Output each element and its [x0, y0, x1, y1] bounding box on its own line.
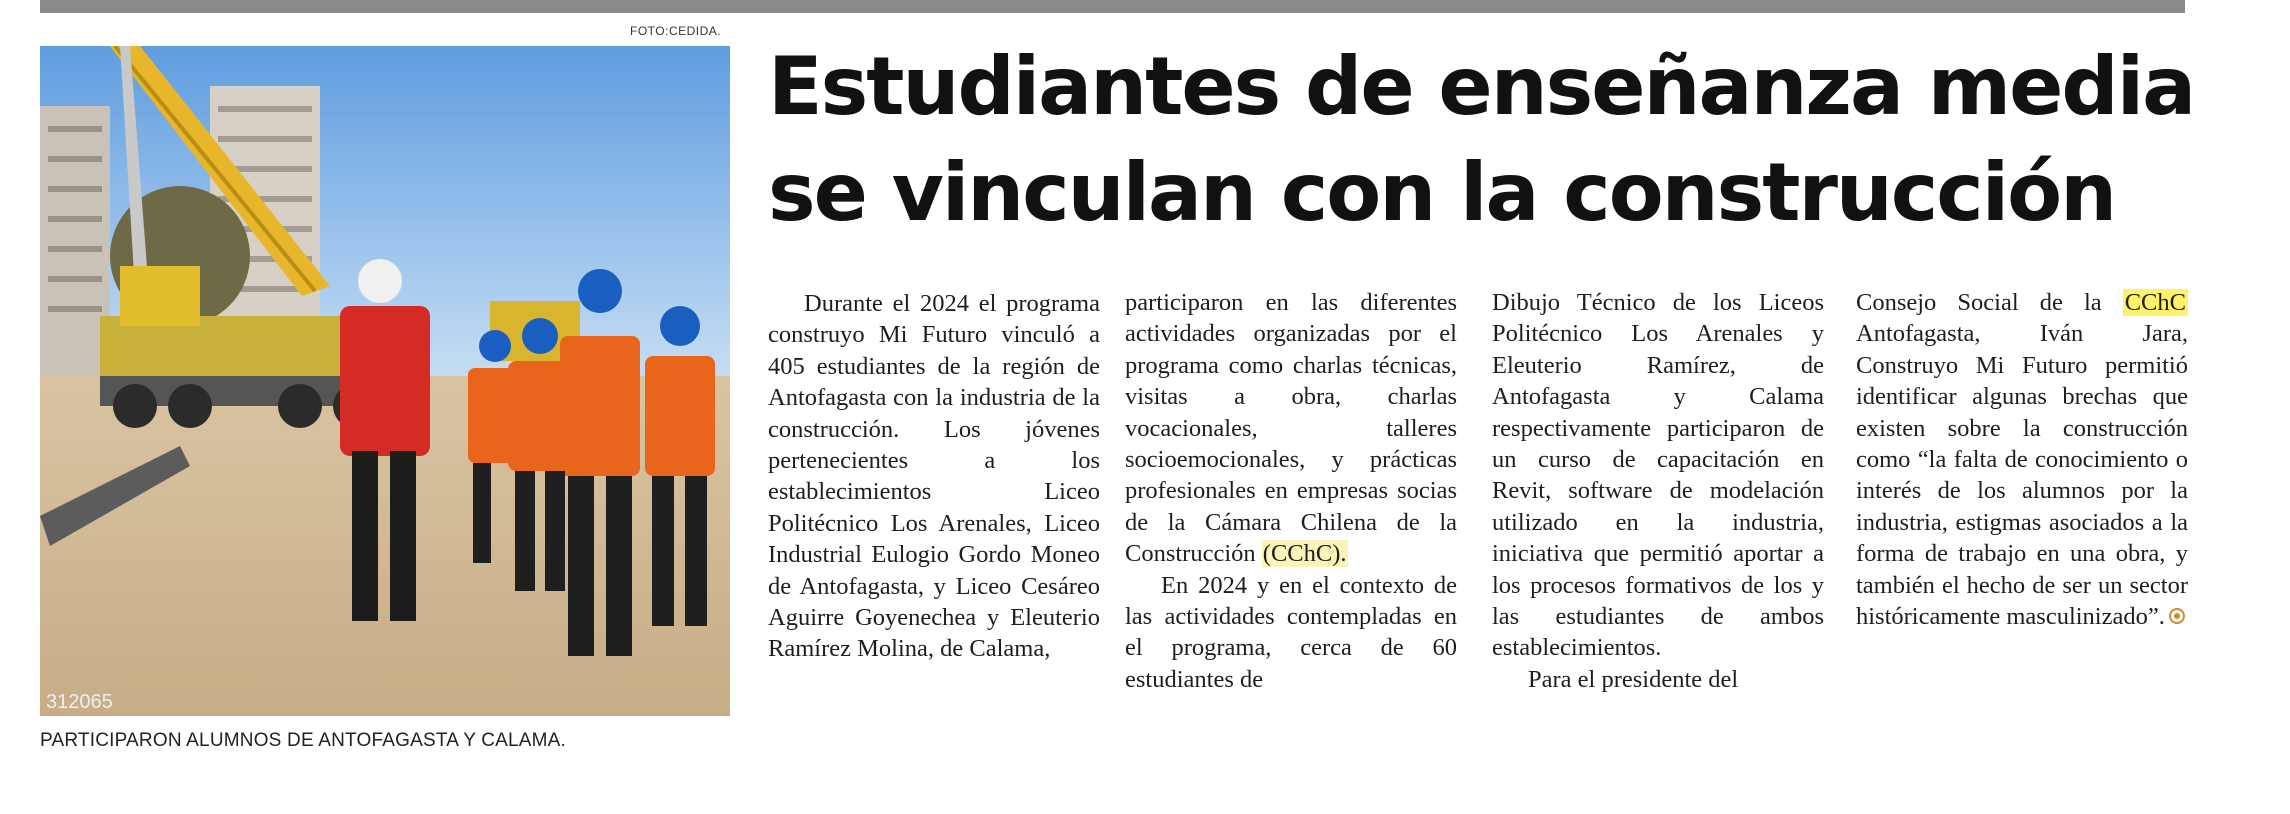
paragraph-text: Antofagasta, Iván Jara, Construyo Mi Futuro permitió identificar algunas brechas que existen sobre la construcción como “la falta de conocimiento o interés de los alumnos por la industria, estigmas asociados a la forma de trabajo en una obra, y también el hecho de ser un sector históricamente masculinizado”.	[1856, 320, 2188, 631]
headline	[768, 34, 2195, 246]
article-photo	[40, 46, 730, 716]
paragraph	[1856, 287, 2188, 632]
article-column-2	[1125, 287, 1457, 695]
paragraph	[1125, 287, 1457, 570]
paragraph: Para el presidente del	[1528, 665, 1739, 693]
paragraph: En 2024 y en el contexto de las actividades contempladas en el programa, cerca de 60 estudiantes de	[1125, 571, 1457, 693]
headline-line-2: se vinculan con la construcción	[768, 146, 2116, 239]
paragraph-text: Consejo Social de la	[1856, 289, 2102, 316]
highlight-cchc: CChC	[2124, 289, 2186, 316]
end-mark-icon	[2169, 608, 2185, 624]
paragraph: Dibujo Técnico de los Liceos Politécnico Los Arenales y Eleuterio Ramírez, de Antofagasta y Calama respectivamente participaron de un curso de capacitación en Revit, software de modelación utilizado en la industria, iniciativa que permitió aportar a los procesos formativos de los y las estudiantes de ambos establecimientos.	[1492, 289, 1824, 662]
photo-caption: PARTICIPARON ALUMNOS DE ANTOFAGASTA Y CALAMA.	[40, 730, 567, 751]
photo-id-stamp: 312065	[46, 691, 113, 713]
headline-line-1: Estudiantes de enseñanza media	[768, 40, 2195, 133]
paragraph-text: participaron en las diferentes actividades organizadas por el programa como charlas técnicas, visitas a obra, charlas vocacionales, talleres socioemocionales, y prácticas profesionales en empresas socias de la Cámara Chilena de la Construcción	[1125, 289, 1457, 568]
photo-credit: FOTO:CEDIDA.	[630, 24, 722, 38]
article-column-1	[768, 288, 1100, 665]
article-column-4	[1856, 287, 2188, 632]
paragraph: Durante el 2024 el programa construyo Mi Futuro vinculó a 405 estudiantes de la región de Antofagasta con la industria de la construcción. Los jóvenes pertenecientes a los establecimientos Liceo Politécnico Los Arenales, Liceo Industrial Eulogio Gordo Moneo de Antofagasta, y Liceo Cesáreo Aguirre Goyenechea y Eleuterio Ramírez Molina, de Calama,	[768, 290, 1100, 663]
highlight-cchc: (CChC).	[1262, 540, 1347, 568]
article-column-3	[1492, 287, 1824, 695]
top-rule	[40, 0, 2185, 13]
